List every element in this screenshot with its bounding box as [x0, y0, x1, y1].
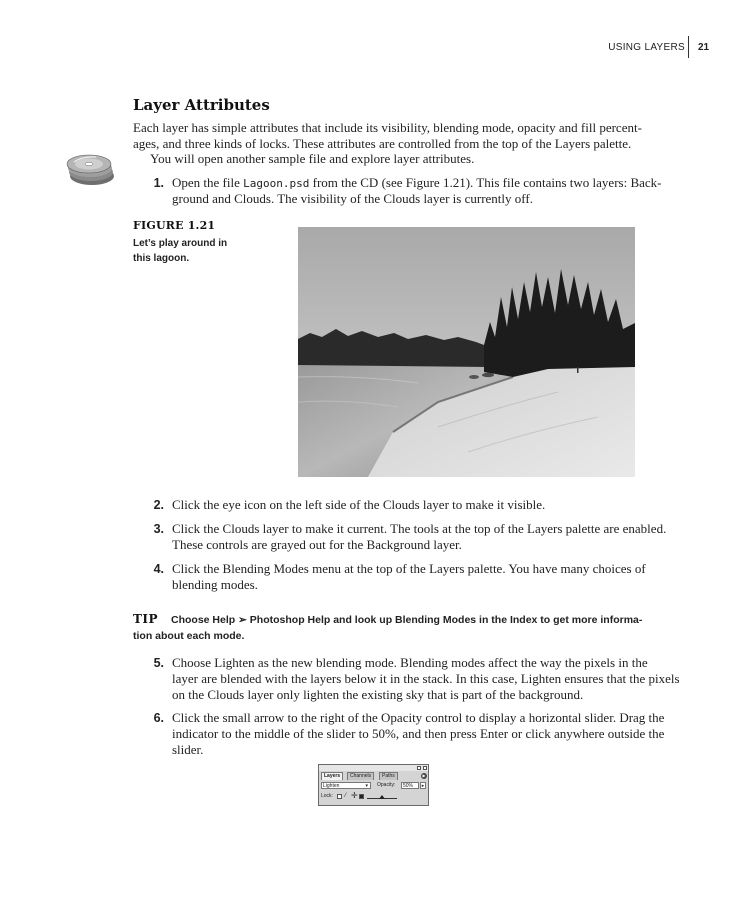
section-title: Layer Attributes [133, 96, 270, 114]
step-6-line-3: slider. [172, 742, 204, 757]
intro-line-3: You will open another sample file and explore layer attributes. [150, 151, 475, 166]
step-1-line-2: ground and Clouds. The visibility of the Clouds layer is currently off. [172, 191, 533, 206]
header-divider [688, 36, 689, 58]
tab-layers[interactable]: Layers [321, 772, 343, 780]
cd-icon [66, 146, 116, 188]
step-1-number: 1. [153, 176, 164, 190]
tip-label: TIP [133, 612, 159, 626]
tab-channels[interactable]: Channels [347, 772, 374, 780]
tip-line-2: tion about each mode. [133, 630, 245, 642]
lock-all-icon[interactable] [359, 794, 364, 799]
step-5-number: 5. [153, 656, 164, 670]
palette-menu-arrow-icon[interactable]: ▶ [422, 773, 426, 778]
step-5-line-3: on the Clouds layer only lighten the existing sky that is part of the background. [172, 687, 584, 702]
step-5-line-1: Choose Lighten as the new blending mode. Blending modes affect the way the pixels in the [172, 655, 648, 670]
step-1-text-post: from the CD (see Figure 1.21). This file contains two layers: Back- [309, 175, 662, 190]
tip-line-1: Choose Help ➢ Photoshop Help and look up Blending Modes in the Index to get more informa- [171, 614, 643, 626]
step-5-line-2: layer are blended with the layers below it in the stack. In this case, Lighten ensures that the pixels [172, 671, 680, 686]
step-1-text-pre: Open the file [172, 175, 244, 190]
lagoon-photo [298, 227, 635, 477]
step-1-line-1 [172, 175, 661, 192]
opacity-slider-thumb[interactable] [379, 795, 385, 799]
palette-title-bar [319, 765, 428, 771]
palette-close-icon[interactable] [423, 766, 427, 770]
blend-mode-value: Lighten [323, 783, 340, 789]
step-2-line-1: Click the eye icon on the left side of the Clouds layer to make it visible. [172, 497, 546, 512]
figure-label: FIGURE 1.21 [133, 219, 216, 232]
intro-line-2: ages, and three kinds of locks. These attributes are controlled from the top of the Layers palette. [133, 136, 632, 151]
figure-caption-line-1: Let’s play around in [133, 238, 228, 249]
step-6-number: 6. [153, 711, 164, 725]
figure-caption-line-2: this lagoon. [133, 253, 190, 264]
lock-transparency-icon[interactable] [337, 794, 342, 799]
lock-paint-brush-icon[interactable]: ⁄ [345, 793, 347, 799]
palette-minimize-icon[interactable] [417, 766, 421, 770]
page-number: 21 [698, 42, 710, 53]
lock-move-icon[interactable]: ✛ [351, 791, 358, 800]
step-4-number: 4. [153, 562, 164, 576]
blend-mode-select[interactable] [321, 782, 371, 789]
opacity-input[interactable]: 50% [401, 782, 419, 789]
step-1-filename: Lagoon.psd [243, 177, 310, 190]
tab-paths[interactable]: Paths [379, 772, 398, 780]
blend-mode-chevron-down-icon: ▾ [365, 783, 368, 789]
intro-line-1: Each layer has simple attributes that include its visibility, blending mode, opacity and fill percent- [133, 120, 642, 135]
step-6-line-2: indicator to the middle of the slider to 50%, and then press Enter or click anywhere outside the [172, 726, 665, 741]
step-3-line-2: These controls are grayed out for the Background layer. [172, 537, 462, 552]
layers-palette [318, 764, 429, 806]
lock-label: Lock: [321, 793, 333, 799]
running-header-title: USING LAYERS [608, 42, 685, 53]
step-4-line-2: blending modes. [172, 577, 258, 592]
step-3-line-1: Click the Clouds layer to make it current. The tools at the top of the Layers palette are enabled. [172, 521, 667, 536]
step-4-line-1: Click the Blending Modes menu at the top of the Layers palette. You have many choices of [172, 561, 646, 576]
figure-caption [133, 236, 233, 266]
step-2-number: 2. [153, 498, 164, 512]
step-3-number: 3. [153, 522, 164, 536]
opacity-label: Opacity: [377, 782, 396, 788]
step-6-line-1: Click the small arrow to the right of the Opacity control to display a horizontal slider. Drag the [172, 710, 665, 725]
opacity-arrow-icon[interactable]: ▸ [421, 783, 425, 789]
